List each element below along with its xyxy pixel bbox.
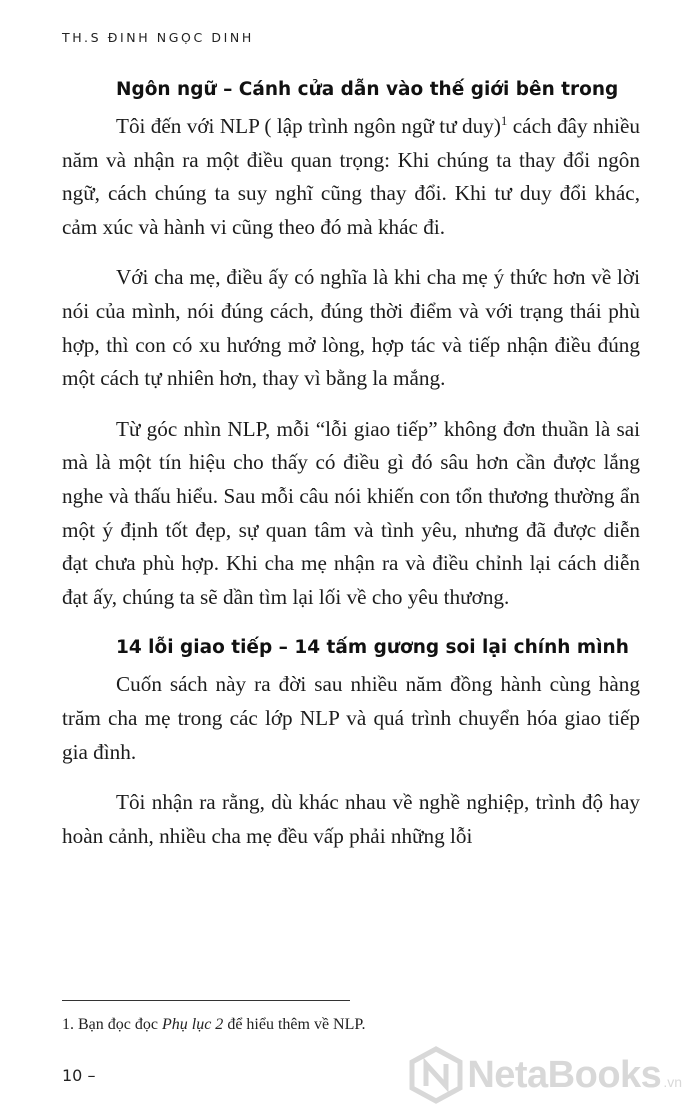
paragraph: Tôi nhận ra rằng, dù khác nhau về nghề nghiệp, trình độ hay hoàn cảnh, nhiều cha mẹ đều vấp phải những lỗi: [62, 790, 640, 848]
watermark-suffix: .vn: [663, 1074, 682, 1090]
running-head: TH.S ĐINH NGỌC DINH: [62, 30, 254, 45]
section-heading: 14 lỗi giao tiếp – 14 tấm gương soi lại chính mình: [116, 637, 629, 659]
netabooks-logo-icon: [409, 1046, 463, 1104]
watermark: [409, 1040, 682, 1110]
paragraph: Cuốn sách này ra đời sau nhiều năm đồng hành cùng hàng trăm cha mẹ trong các lớp NLP và quá trình chuyển hóa giao tiếp gia đình.: [62, 672, 640, 764]
watermark-brand: NetaBooks: [467, 1053, 662, 1096]
section-heading: Ngôn ngữ – Cánh cửa dẫn vào thế giới bên trong: [116, 79, 619, 100]
page-body: [62, 76, 640, 870]
paragraph: Tôi đến với NLP ( lập trình ngôn ngữ tư duy)$^1$ cách đây nhiều năm và nhận ra một điều quan trọng: Khi chúng ta thay đổi ngôn ngữ, cách chúng ta suy nghĩ cũng thay đổi. Khi tư duy đổi khác, cảm xúc và hành vi cũng theo đó mà khác đi.: [62, 113, 640, 239]
paragraph: Với cha mẹ, điều ấy có nghĩa là khi cha mẹ ý thức hơn về lời nói của mình, nói đúng cách, đúng thời điểm và với trạng thái phù hợp, thì con có xu hướng mở lòng, hợp tác và tiếp nhận điều đúng một cách tự nhiên hơn, thay vì bằng la mắng.: [62, 265, 640, 391]
footnote: 1. Bạn đọc đọc Phụ lục 2 để hiểu thêm về NLP.: [62, 1016, 366, 1033]
footnote-divider: [62, 1000, 350, 1001]
footnote-marker[interactable]: 1: [500, 113, 508, 128]
page-number: 10 –: [62, 1066, 96, 1085]
paragraph: Từ góc nhìn NLP, mỗi “lỗi giao tiếp” không đơn thuần là sai mà là một tín hiệu cho thấy có điều gì đó sâu hơn cần được lắng nghe và thấu hiểu. Sau mỗi câu nói khiến con tổn thương thường ẩn một ý định tốt đẹp, sự quan tâm và tình yêu, nhưng đã được diễn đạt chưa phù hợp. Khi cha mẹ nhận ra và điều chỉnh lại cách diễn đạt ấy, chúng ta sẽ dần tìm lại lối về cho yêu thương.: [62, 416, 640, 609]
